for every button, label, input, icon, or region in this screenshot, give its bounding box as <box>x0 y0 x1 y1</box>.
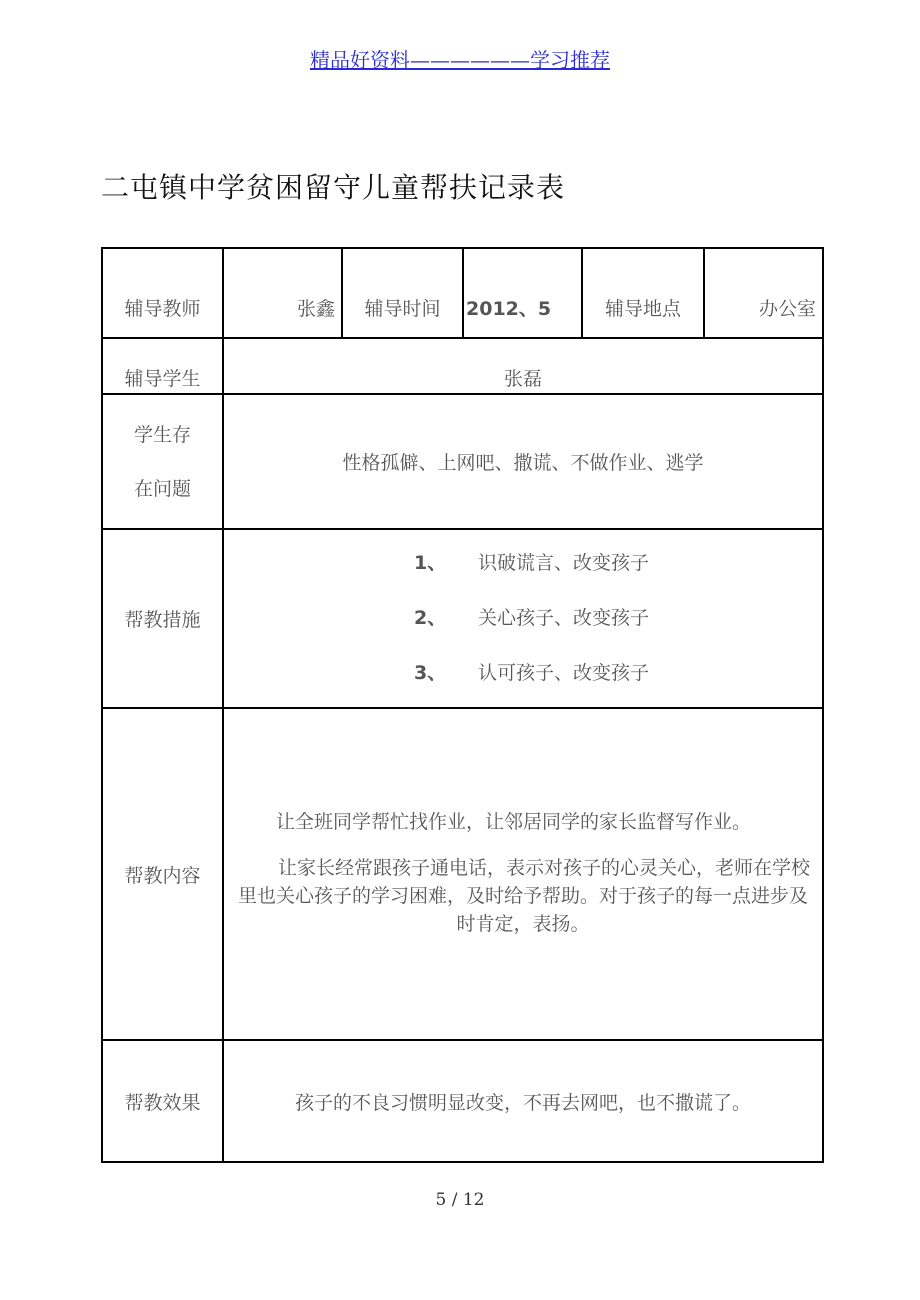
measure-number: 3、 <box>414 662 447 684</box>
measure-text: 关心孩子、改变孩子 <box>478 607 650 629</box>
page-number <box>0 1190 920 1210</box>
header-banner <box>0 44 920 73</box>
measure-item <box>224 646 822 701</box>
measure-text: 识破谎言、改变孩子 <box>478 552 650 574</box>
time-value: 2012、5 <box>463 248 582 338</box>
record-table <box>101 247 824 1163</box>
measure-item <box>224 536 822 591</box>
problems-label-line1: 学生存 <box>133 423 191 446</box>
content-paragraph-2: 让家长经常跟孩子通电话，表示对孩子的心灵关心，老师在学校里也关心孩子的学习困难，及时给予帮助。对于孩子的每一点进步及时肯定，表扬。 <box>237 857 810 935</box>
teacher-label: 辅导教师 <box>102 248 223 338</box>
measure-item <box>224 591 822 646</box>
page-separator: / <box>451 1190 458 1210</box>
table-row <box>102 708 823 1040</box>
table-row <box>102 529 823 708</box>
effect-value: 孩子的不良习惯明显改变，不再去网吧，也不撒谎了。 <box>223 1040 823 1162</box>
teacher-value: 张鑫 <box>223 248 342 338</box>
header-banner-text: 精品好资料——————学习推荐 <box>310 48 610 72</box>
content-label: 帮教内容 <box>102 708 223 1040</box>
problems-label <box>102 394 223 529</box>
content-paragraph-1: 让全班同学帮忙找作业，让邻居同学的家长监督写作业。 <box>276 811 752 833</box>
measures-list <box>223 529 823 708</box>
time-label: 辅导时间 <box>342 248 463 338</box>
page-total: 12 <box>462 1190 485 1210</box>
table-row <box>102 338 823 394</box>
problems-label-line2: 在问题 <box>133 477 191 500</box>
measures-label: 帮教措施 <box>102 529 223 708</box>
place-value: 办公室 <box>704 248 823 338</box>
measure-text: 认可孩子、改变孩子 <box>478 662 650 684</box>
table-row <box>102 1040 823 1162</box>
effect-label: 帮教效果 <box>102 1040 223 1162</box>
student-label: 辅导学生 <box>102 338 223 394</box>
page-title: 二屯镇中学贫困留守儿童帮扶记录表 <box>101 171 566 204</box>
student-value: 张磊 <box>223 338 823 394</box>
measure-number: 1、 <box>414 552 447 574</box>
page-current: 5 <box>435 1190 447 1210</box>
content-body <box>223 708 823 1040</box>
table-row <box>102 394 823 529</box>
measure-number: 2、 <box>414 607 447 629</box>
table-row <box>102 248 823 338</box>
problems-value: 性格孤僻、上网吧、撒谎、不做作业、逃学 <box>223 394 823 529</box>
place-label: 辅导地点 <box>582 248 704 338</box>
